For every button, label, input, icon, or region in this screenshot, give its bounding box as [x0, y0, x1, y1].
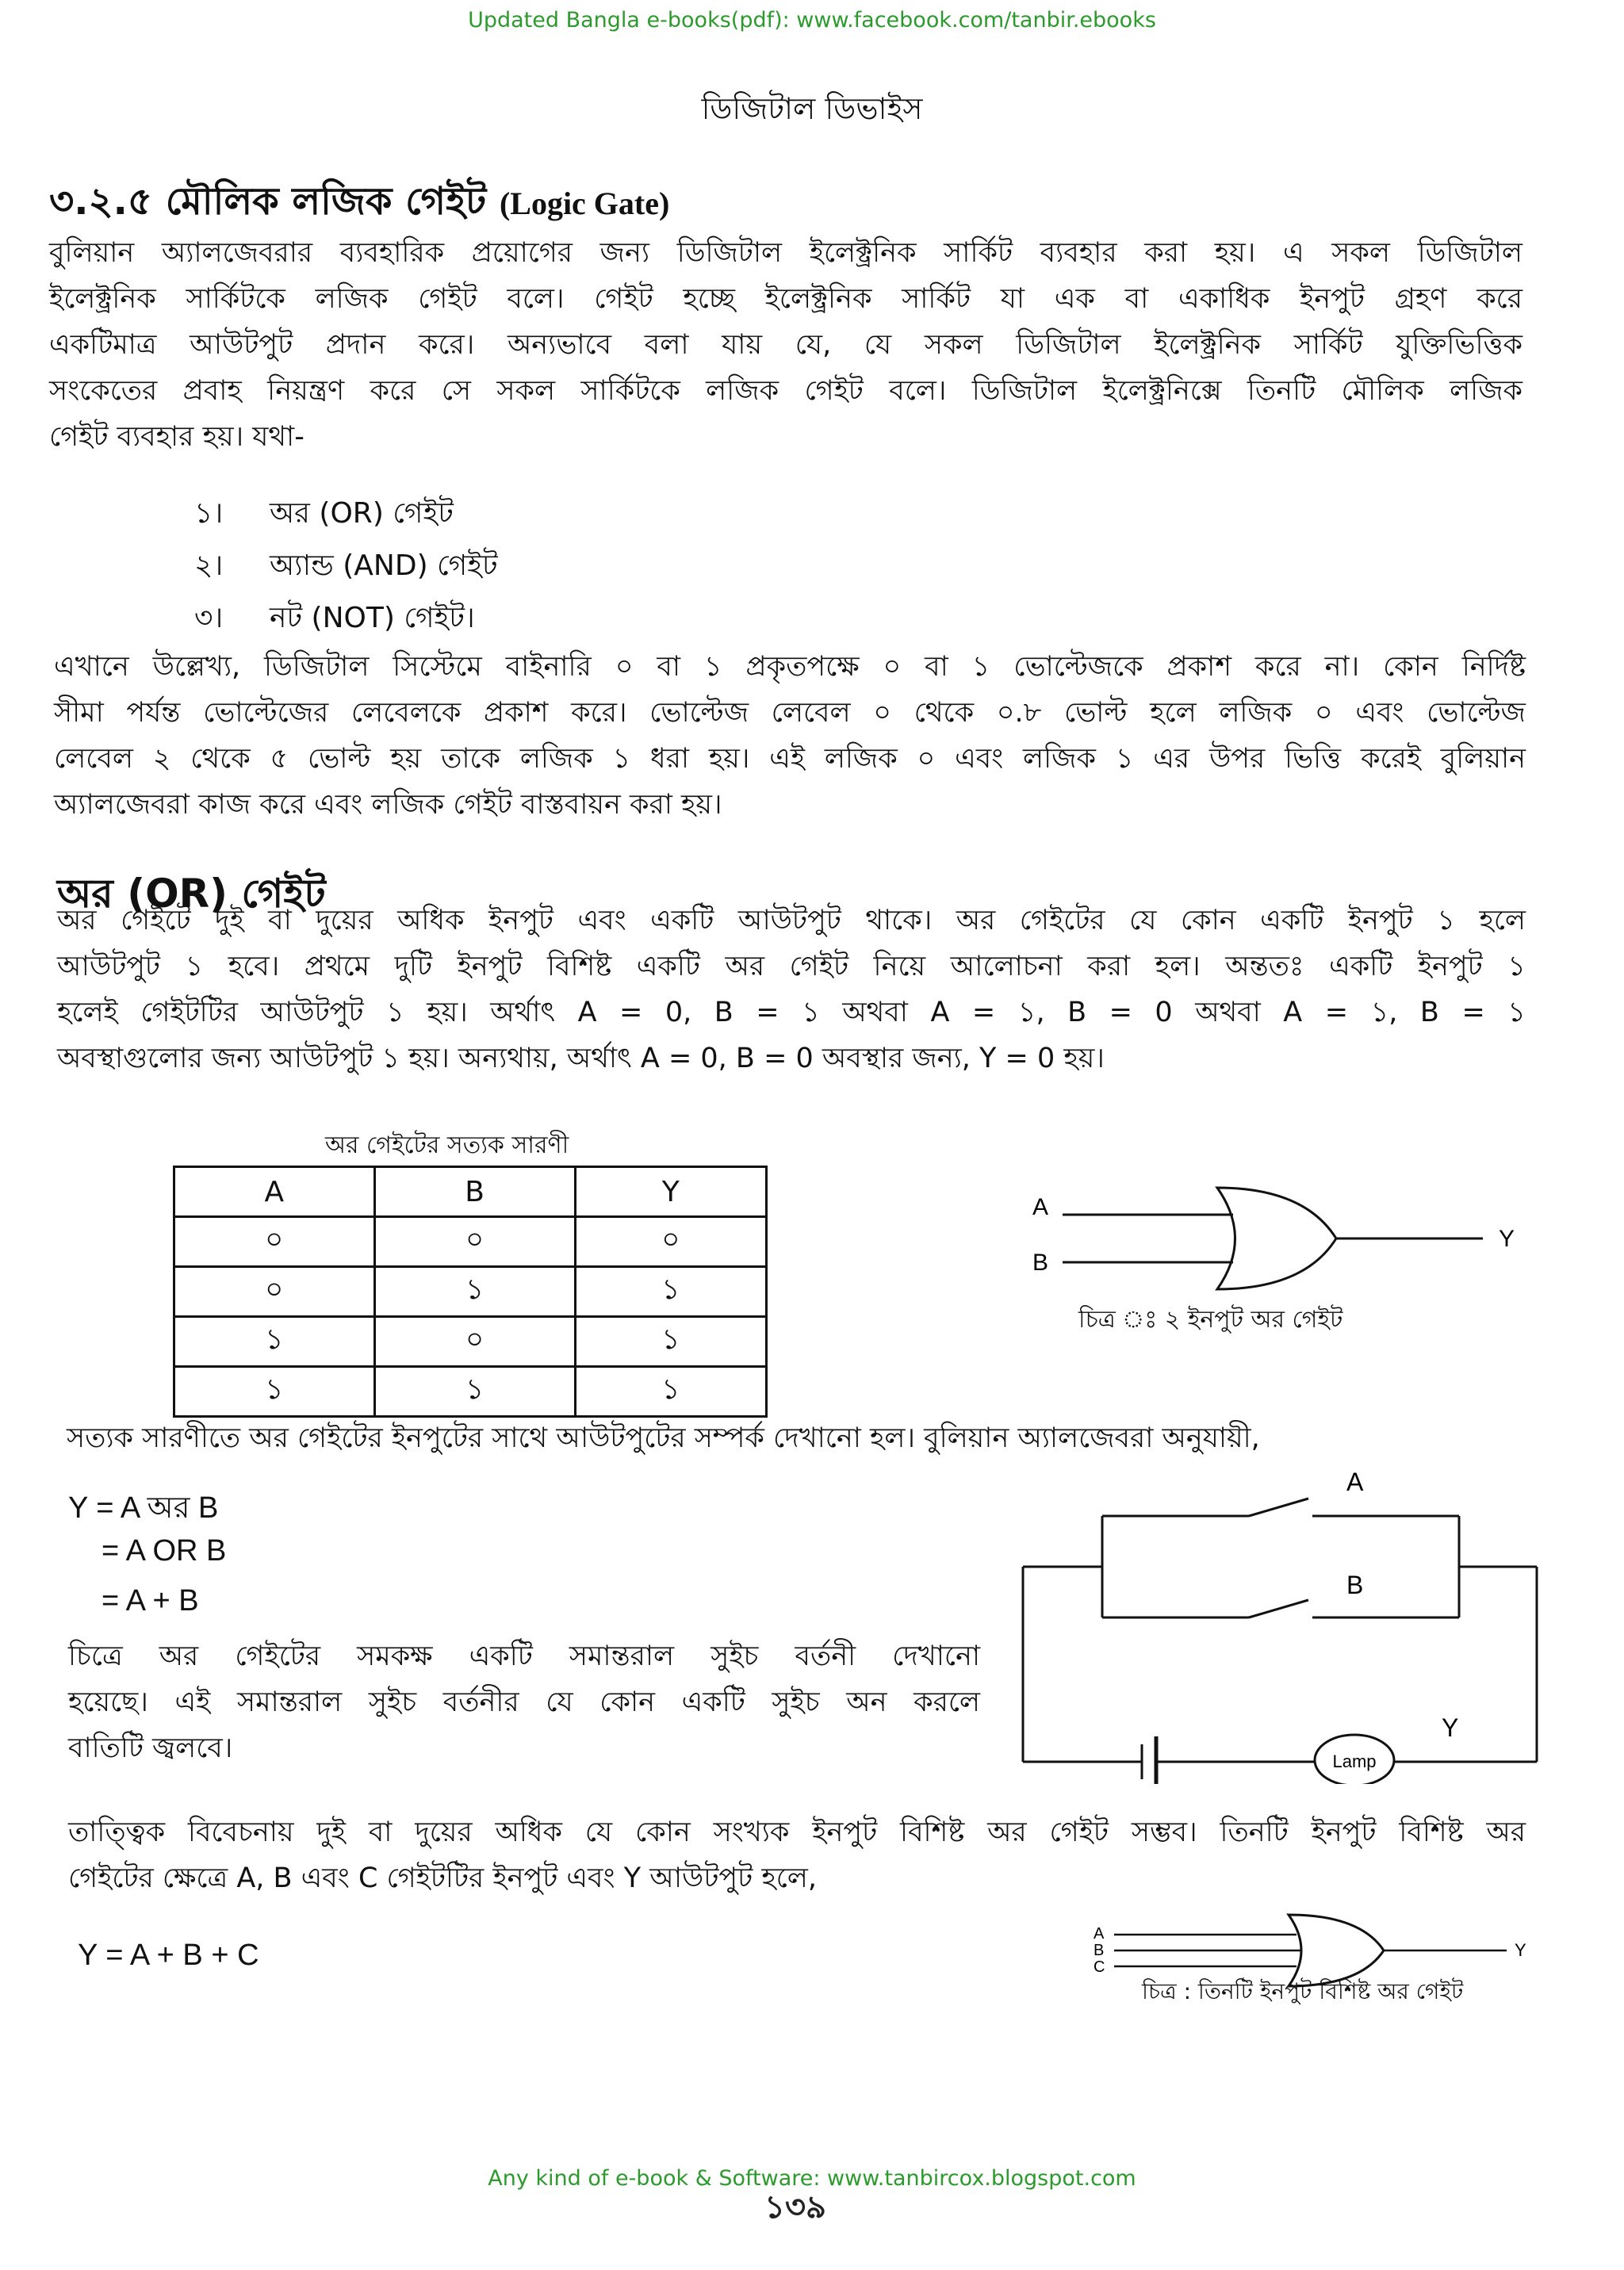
output-label: Y	[1442, 1713, 1459, 1742]
list-item	[194, 544, 498, 591]
table-cell: ০	[374, 1317, 575, 1367]
text-line: অর গেইটে দুই বা দুয়ের অধিক ইনপুট এবং একটি আউটপুট থাকে। অর গেইটের যে কোন একটি ইনপুট ১ হলে	[57, 905, 1526, 936]
text-line: লেবেল ২ থেকে ৫ ভোল্ট হয় তাকে লজিক ১ ধরা হয়। এই লজিক ০ এবং লজিক ১ এর উপর ভিত্তি করেই বুলিয়ান	[54, 743, 1526, 775]
voltage-paragraph	[54, 644, 1526, 828]
table-row	[174, 1317, 767, 1367]
section-title: মৌলিক লজিক গেইট	[165, 179, 487, 224]
page-number: ১৩৯	[764, 2189, 826, 2226]
input-b-label: B	[1094, 1942, 1105, 1959]
table-cell: ০	[374, 1217, 575, 1267]
running-header: ডিজিটাল ডিভাইস	[701, 91, 923, 126]
text-line: সীমা পর্যন্ত ভোল্টেজের লেবেলকে প্রকাশ করে। ভোল্টেজ লেবেল ০ থেকে ০.৮ ভোল্ট হলে লজিক ০ এবং ভোল্টেজ	[54, 697, 1526, 729]
input-b-label: B	[1032, 1250, 1049, 1276]
intro-paragraph	[49, 230, 1522, 460]
section-heading	[49, 173, 669, 235]
section-title-en: (Logic Gate)	[499, 186, 670, 221]
table-cell: ১	[374, 1267, 575, 1317]
or-gate-symbol	[1217, 1188, 1336, 1289]
table-row	[174, 1267, 767, 1317]
text-line: তাত্ত্বিক বিবেচনায় দুই বা দুয়ের অধিক যে কোন সংখ্যক ইনপুট বিশিষ্ট অর গেইট সম্ভব। তিনটি ইনপুট বিশিষ্ট অর	[68, 1816, 1526, 1848]
column-header: B	[374, 1167, 575, 1217]
table-cell: ০	[575, 1217, 766, 1267]
list-number: ২।	[194, 549, 224, 582]
table-cell: ০	[174, 1217, 375, 1267]
text-line: গেইটের ক্ষেত্রে A, B এবং C গেইটটির ইনপুট এবং Y আউটপুট হলে,	[68, 1862, 818, 1894]
list-text: অ্যান্ড (AND) গেইট	[270, 549, 498, 582]
text-line: হলেই গেইটটির আউটপুট ১ হয়। অর্থাৎ A = 0, B = ১ অথবা A = ১, B = 0 অথবা A = ১, B = ১	[57, 997, 1526, 1028]
column-header: A	[174, 1167, 375, 1217]
table-row	[174, 1217, 767, 1267]
input-c-label: C	[1094, 1958, 1105, 1976]
or-gate-2-input-figure	[1023, 1166, 1530, 1300]
list-number: ১।	[194, 497, 224, 530]
or-gate-2-input-caption: চিত্র ঃ ২ ইনপুট অর গেইট	[1078, 1306, 1343, 1334]
column-header: Y	[575, 1167, 766, 1217]
section-number: ৩.২.৫	[49, 179, 153, 224]
switch-b	[1249, 1600, 1308, 1617]
switch-b-label: B	[1346, 1571, 1364, 1599]
or-paragraph	[57, 898, 1526, 1081]
table-cell: ১	[575, 1367, 766, 1417]
text-line: গেইট ব্যবহার হয়। যথা-	[49, 421, 304, 453]
text-line: এখানে উল্লেখ্য, ডিজিটাল সিস্টেমে বাইনারি ০ বা ১ প্রকৃতপক্ষে ০ বা ১ ভোল্টেজকে প্রকাশ করে না। কোন নির্দিষ্ট	[54, 651, 1526, 683]
text-line: একটিমাত্র আউটপুট প্রদান করে। অন্যভাবে বলা যায় যে, যে সকল ডিজিটাল ইলেক্ট্রনিক সার্কিট যুক্তিভিত্তিক	[49, 329, 1522, 361]
text-line: অ্যালজেবরা কাজ করে এবং লজিক গেইট বাস্তবায়ন করা হয়।	[54, 789, 722, 821]
output-label: Y	[1499, 1226, 1515, 1252]
text-line: সংকেতের প্রবাহ নিয়ন্ত্রণ করে সে সকল সার্কিটকে লজিক গেইট বলে। ডিজিটাল ইলেক্ট্রনিক্সে তিনটি মৌলিক লজিক	[49, 375, 1522, 407]
list-text: নট (NOT) গেইট।	[270, 602, 475, 634]
text-line: অবস্থাগুলোর জন্য আউটপুট ১ হয়। অন্যথায়, অর্থাৎ A = 0, B = 0 অবস্থার জন্য, Y = 0 হয়।	[57, 1043, 1105, 1074]
table-cell: ১	[174, 1367, 375, 1417]
text-line: বাতিটি জ্বলবে।	[68, 1732, 233, 1764]
input-a-label: A	[1094, 1925, 1105, 1943]
text-line: সত্যক সারণীতে অর গেইটের ইনপুটের সাথে আউটপুটের সম্পর্ক দেখানো হল। বুলিয়ান অ্যালজেবরা অনুযায়ী,	[67, 1422, 1260, 1454]
list-text: অর (OR) গেইট	[270, 497, 454, 530]
switch-a	[1249, 1499, 1308, 1516]
text-line: হয়েছে। এই সমান্তরাল সুইচ বর্তনীর যে কোন একটি সুইচ অন করলে	[68, 1686, 980, 1718]
table-cell: ১	[374, 1367, 575, 1417]
equation-line: = A + B	[102, 1584, 199, 1617]
list-item	[194, 492, 454, 539]
table-cell: ১	[575, 1317, 766, 1367]
text-line: চিত্রে অর গেইটের সমকক্ষ একটি সমান্তরাল সুইচ বর্তনী দেখানো	[68, 1640, 980, 1672]
truth-relation-paragraph	[67, 1415, 1526, 1461]
table-cell: ১	[174, 1317, 375, 1367]
input-a-label: A	[1032, 1194, 1049, 1220]
truth-table-caption: অর গেইটের সত্যক সারণী	[325, 1131, 569, 1159]
table-row	[174, 1367, 767, 1417]
or-gate-3-input-caption: চিত্র : তিনটি ইনপুট বিশিষ্ট অর গেইট	[1142, 1978, 1464, 2004]
table-header-row	[174, 1167, 767, 1217]
switch-paragraph	[68, 1633, 980, 1771]
text-line: আউটপুট ১ হবে। প্রথমে দুটি ইনপুট বিশিষ্ট একটি অর গেইট নিয়ে আলোচনা করা হল। অন্ততঃ একটি ইনপুট ১	[57, 951, 1526, 982]
three-input-paragraph	[68, 1809, 1526, 1901]
bottom-banner: Any kind of e-book & Software: www.tanbircox.blogspot.com	[488, 2166, 1136, 2191]
top-banner: Updated Bangla e-books(pdf): www.facebook.com/tanbir.ebooks	[468, 8, 1156, 33]
list-item	[194, 596, 475, 644]
output-label: Y	[1515, 1940, 1526, 1960]
lamp-label: Lamp	[1332, 1751, 1377, 1771]
equation-line: = A OR B	[102, 1534, 227, 1568]
table-cell: ০	[174, 1267, 375, 1317]
equation-three-input: Y = A + B + C	[78, 1939, 259, 1972]
switch-a-label: A	[1346, 1468, 1364, 1496]
list-number: ৩।	[194, 602, 224, 634]
text-line: ইলেক্ট্রনিক সার্কিটকে লজিক গেইট বলে। গেইট হচ্ছে ইলেক্ট্রনিক সার্কিট যা এক বা একাধিক ইনপুট গ্রহণ করে	[49, 283, 1522, 315]
equation-line: Y = A অর B	[68, 1491, 219, 1525]
truth-table	[173, 1166, 768, 1418]
parallel-switch-circuit	[1007, 1467, 1562, 1784]
or-gate-heading: অর (OR) গেইট	[57, 871, 326, 917]
text-line: বুলিয়ান অ্যালজেবরার ব্যবহারিক প্রয়োগের জন্য ডিজিটাল ইলেক্ট্রনিক সার্কিট ব্যবহার করা হয়। এ সকল ডিজিটাল	[49, 237, 1522, 269]
table-cell: ১	[575, 1267, 766, 1317]
